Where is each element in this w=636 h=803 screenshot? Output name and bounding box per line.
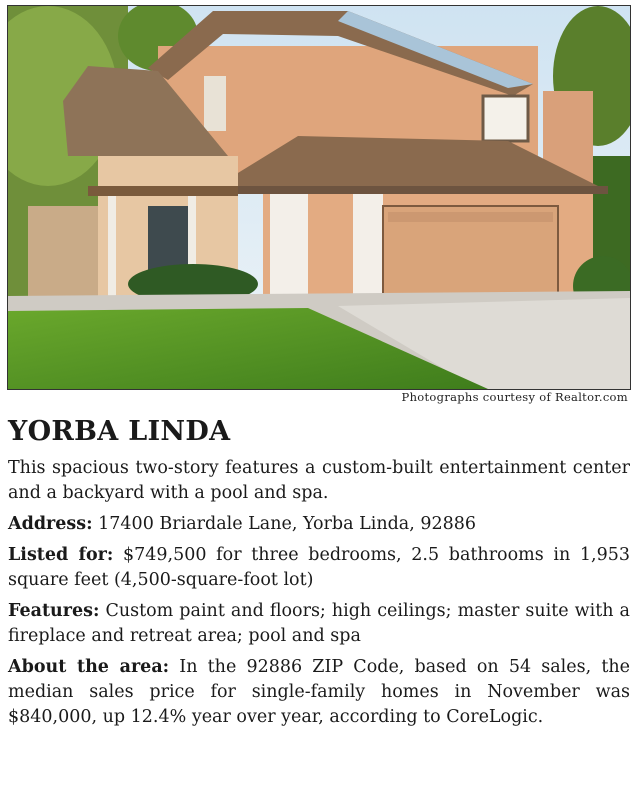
features-label: Features: (8, 601, 100, 621)
address-value: 17400 Briardale Lane, Yorba Linda, 92886 (98, 514, 477, 534)
intro-paragraph: This spacious two-story features a custom-built entertainment center and a backyard with a pool and spa. (8, 458, 630, 503)
photo-credit: Photographs courtesy of Realtor.com (401, 390, 628, 404)
area-label: About the area: (8, 657, 170, 677)
features-paragraph (8, 599, 630, 649)
listed-value: $749,500 for three bedrooms, 2.5 bathrooms in 1,953 square feet (4,500-square-foot lot) (8, 545, 630, 590)
listing-body (8, 456, 630, 736)
area-paragraph (8, 655, 630, 730)
house-photo (7, 5, 631, 390)
address-paragraph (8, 512, 630, 537)
address-label: Address: (8, 514, 93, 534)
features-value: Custom paint and floors; high ceilings; master suite with a fireplace and retreat area; pool and spa (8, 601, 630, 646)
listed-label: Listed for: (8, 545, 114, 565)
listed-paragraph (8, 543, 630, 593)
area-value: In the 92886 ZIP Code, based on 54 sales, the median sales price for single-family homes in November was $840,000, up 12.4% year over year, according to CoreLogic. (8, 657, 630, 727)
headline: YORBA LINDA (8, 416, 231, 447)
